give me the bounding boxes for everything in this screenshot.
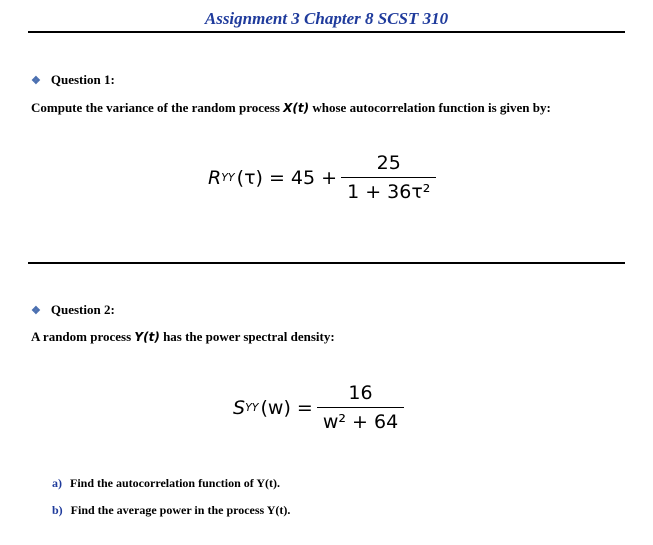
q1-equation bbox=[208, 152, 436, 203]
list-item bbox=[52, 503, 290, 518]
q1-eq-fraction bbox=[341, 152, 436, 203]
q2-eq-fraction bbox=[317, 382, 404, 433]
section-rule bbox=[28, 262, 625, 264]
q1-text-after: whose autocorrelation function is given by: bbox=[309, 100, 551, 115]
item-label: a) bbox=[52, 476, 62, 490]
q1-variable: X(t) bbox=[283, 101, 310, 115]
q2-eq-denominator: w² + 64 bbox=[317, 407, 404, 433]
q2-eq-numerator: 16 bbox=[348, 382, 373, 404]
q1-eq-denominator: 1 + 36τ² bbox=[341, 177, 436, 203]
q1-eq-subscript: YY bbox=[221, 171, 235, 184]
q1-heading bbox=[31, 72, 115, 88]
q2-text-after: has the power spectral density: bbox=[159, 329, 335, 344]
q1-eq-symbol: R bbox=[208, 166, 222, 189]
page-title: Assignment 3 Chapter 8 SCST 310 bbox=[204, 9, 449, 28]
item-text: Find the average power in the process Y(t). bbox=[70, 503, 291, 517]
diamond-bullet-icon: ❖ bbox=[31, 74, 41, 87]
item-text: Find the autocorrelation function of Y(t). bbox=[70, 476, 280, 490]
q1-eq-lhs: (τ) = 45 + bbox=[236, 166, 338, 189]
item-label: b) bbox=[52, 503, 63, 517]
q1-eq-numerator: 25 bbox=[376, 152, 401, 174]
q2-heading-label: Question 2: bbox=[50, 302, 115, 317]
q2-statement bbox=[31, 329, 335, 345]
q1-statement bbox=[31, 100, 551, 116]
list-item bbox=[52, 476, 280, 491]
title-rule bbox=[28, 31, 625, 33]
q2-eq-symbol: S bbox=[233, 396, 246, 419]
q1-text-before: Compute the variance of the random process bbox=[31, 100, 284, 115]
q2-eq-lhs: (w) = bbox=[260, 396, 313, 419]
q1-heading-label: Question 1: bbox=[50, 72, 115, 87]
q2-text-before: A random process bbox=[31, 329, 135, 344]
q2-equation bbox=[233, 382, 404, 433]
q2-eq-subscript: YY bbox=[245, 401, 259, 414]
q2-variable: Y(t) bbox=[134, 330, 160, 344]
q2-heading bbox=[31, 302, 115, 318]
diamond-bullet-icon: ❖ bbox=[31, 304, 41, 317]
